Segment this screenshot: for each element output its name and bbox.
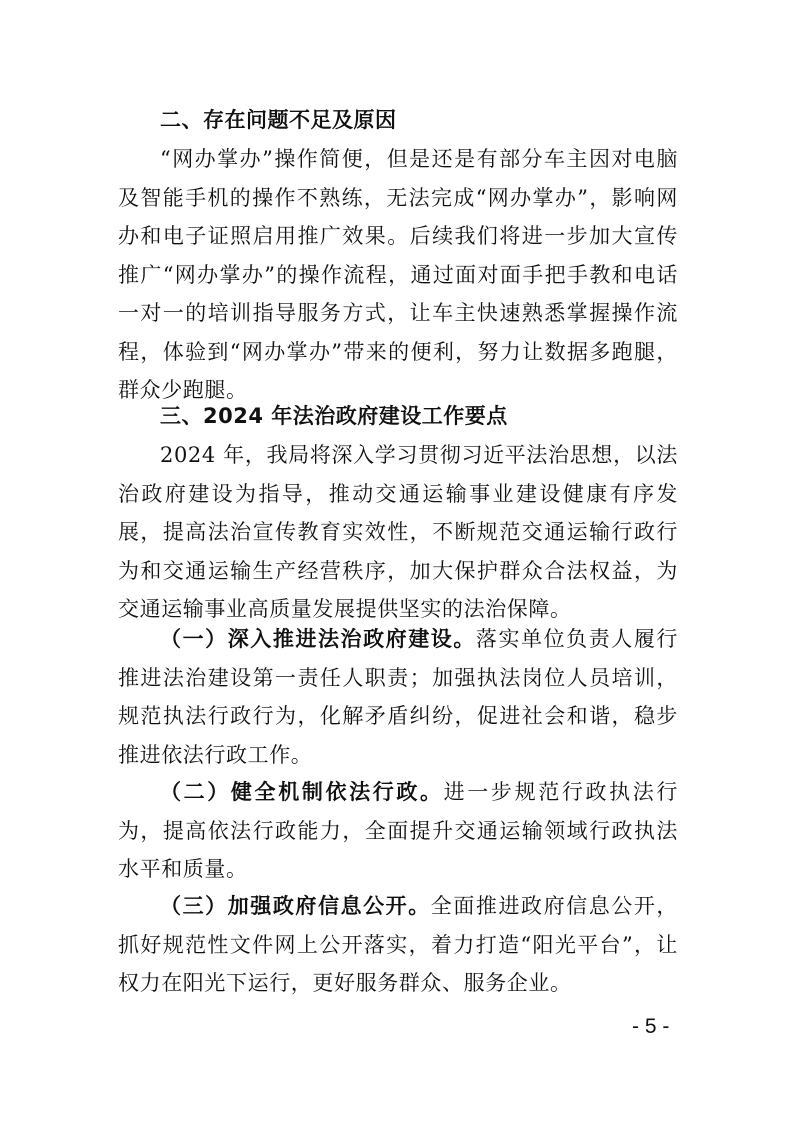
section-heading-problems: 二、存在问题不足及原因 [160,108,397,132]
list-item-1-body: 落实单位负责人履行推进法治建设第一责任人职责；加强执法岗位人员培训，规范执法行政行为，化解矛盾纠纷，促进社会和谐，稳步推进依法行政工作。 [118,627,678,767]
page-number: - 5 - [632,1015,670,1038]
list-item-2 [118,773,678,889]
list-item-1-lead: （一）深入推进法治政府建设。 [160,627,476,651]
list-item-2-lead: （二）健全机制依法行政。 [160,780,444,804]
list-item-3-lead: （三）加强政府信息公开。 [160,894,431,918]
list-item-3 [118,887,678,1003]
section-heading-2024-plan: 三、2024 年法治政府建设工作要点 [160,404,508,428]
list-item-2-body: 进一步规范行政执法行为，提高依法行政能力，全面提升交通运输领域行政执法水平和质量。 [118,780,678,881]
list-item-1 [118,620,678,774]
list-item-3-body: 全面推进政府信息公开，抓好规范性文件网上公开落实，着力打造“阳光平台”，让权力在阳光下运行，更好服务群众、服务企业。 [118,894,678,995]
paragraph-problems: “网办掌办”操作简便，但是还是有部分车主因对电脑及智能手机的操作不熟练，无法完成“网办掌办”，影响网办和电子证照启用推广效果。后续我们将进一步加大宣传推广“网办掌办”的操作流程，通过面对面手把手教和电话一对一的培训指导服务方式，让车主快速熟悉掌握操作流程，体验到“网办掌办”带来的便利，努力让数据多跑腿，群众少跑腿。 [118,147,678,402]
paragraph-2024-intro: 2024 年，我局将深入学习贯彻习近平法治思想，以法治政府建设为指导，推动交通运输事业建设健康有序发展，提高法治宣传教育实效性，不断规范交通运输行政行为和交通运输生产经营秩序，加大保护群众合法权益，为交通运输事业高质量发展提供坚实的法治保障。 [118,443,678,621]
